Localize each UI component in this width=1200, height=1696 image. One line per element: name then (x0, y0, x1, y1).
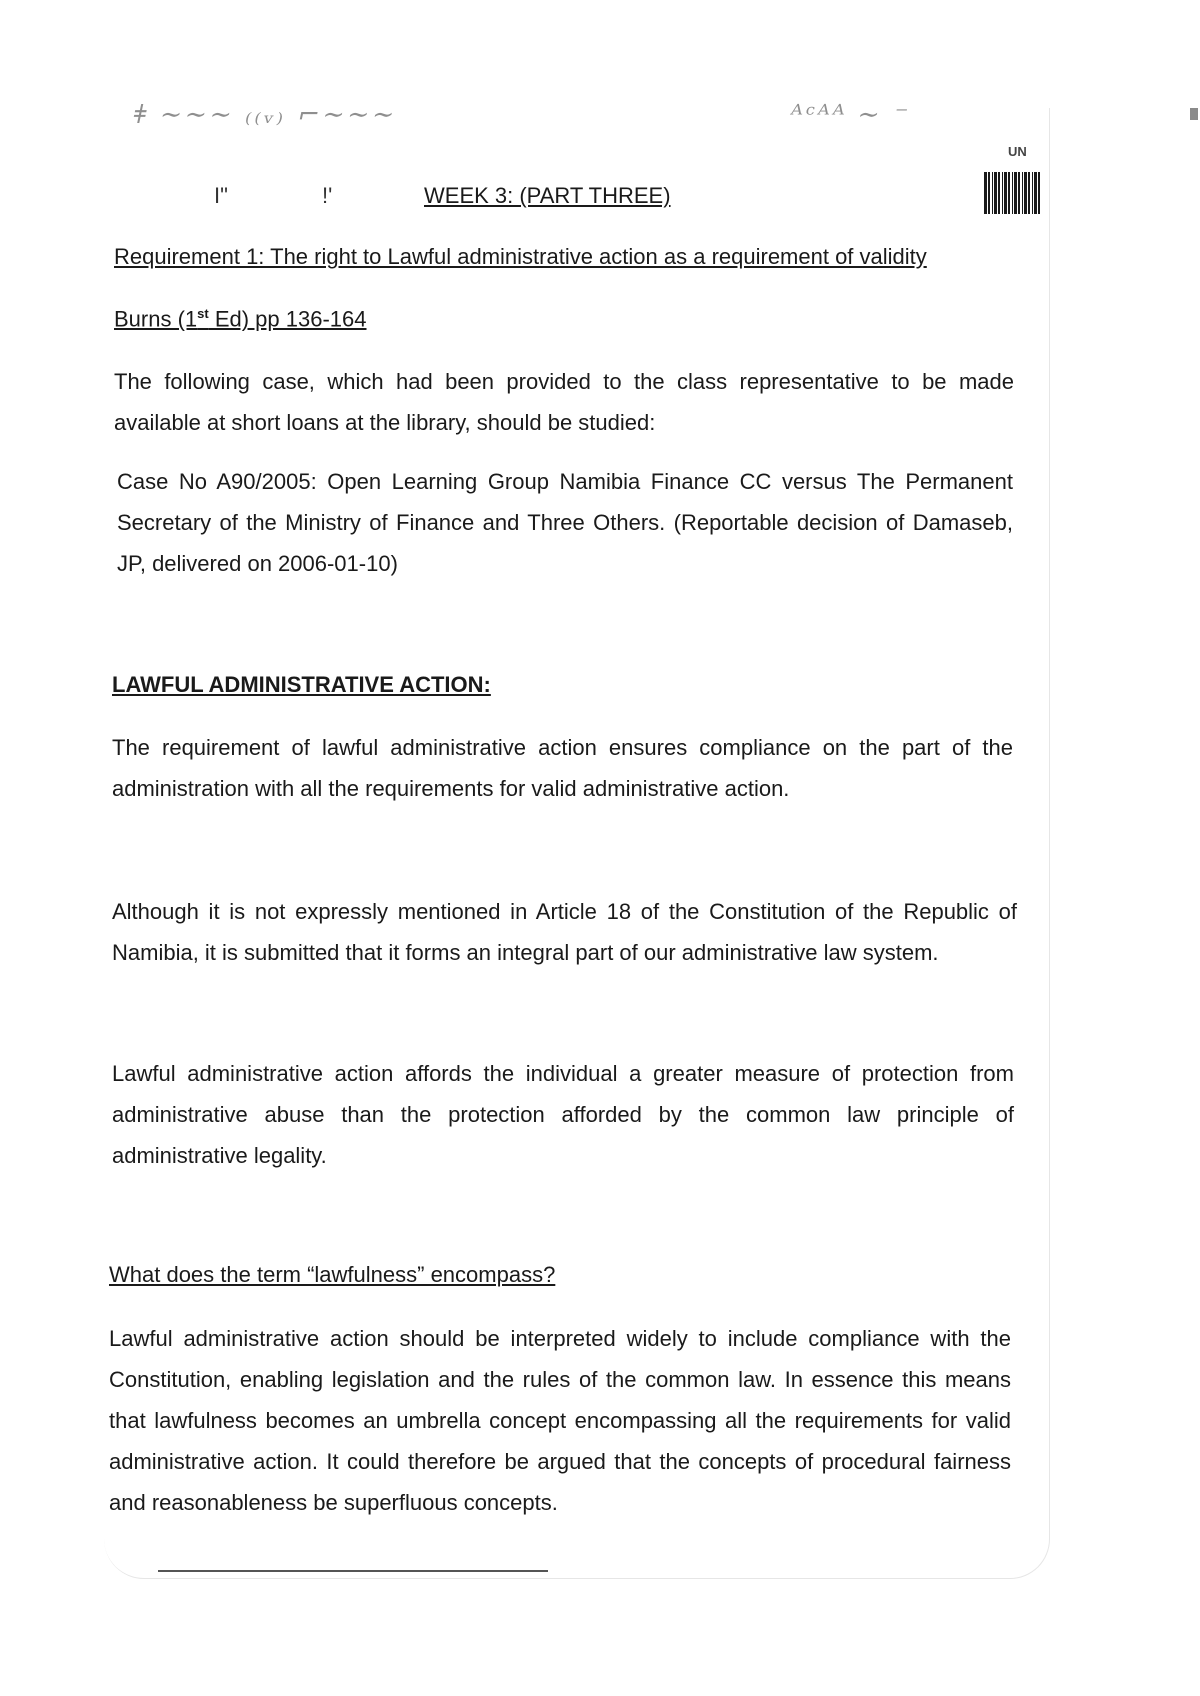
section-heading: LAWFUL ADMINISTRATIVE ACTION: (112, 672, 491, 697)
stray-mark-2: !' (322, 183, 333, 208)
handwritten-scrawl-left: ǂ ~~~ ₍₍ᵥ₎ ⌐~~~ (130, 100, 401, 130)
intro-paragraph: The following case, which had been provided to the class representative to be made available at short loans at the library, should be studied: (114, 369, 1014, 435)
requirement-title: Requirement 1: The right to Lawful administrative action as a requirement of validity (114, 244, 927, 269)
handwritten-scrawl-right: ᴬᶜᴬᴬ ~ ⁻ (786, 100, 914, 130)
un-mark: UN (1008, 144, 1027, 159)
burns-reference (114, 306, 367, 332)
lawfulness-sub-heading: What does the term “lawfulness” encompass? (109, 1262, 556, 1287)
article-18-paragraph: Although it is not expressly mentioned in Article 18 of the Constitution of the Republic of Namibia, it is submitted that it forms an integral part of our administrative law system. (112, 899, 1017, 965)
stray-mark-1: I" (214, 183, 228, 208)
burns-reference-end: Ed) pp 136-164 (208, 306, 367, 332)
barcode-icon (984, 172, 1040, 214)
case-paragraph: Case No A90/2005: Open Learning Group Namibia Finance CC versus The Permanent Secretary of the Ministry of Finance and Three Others. (Reportable decision of Damaseb, JP, delivered on 2006-01-10) (117, 469, 1013, 576)
burns-reference-superscript: st (197, 306, 209, 321)
burns-reference-start: Burns (1 (114, 306, 198, 332)
lawfulness-paragraph: Lawful administrative action should be interpreted widely to include compliance with the Constitution, enabling legislation and the rules of the common law. In essence this means that lawfulness becomes an umbrella concept encompassing all the requirements for valid administrative action. It could therefore be argued that the concepts of procedural fairness and reasonableness be superfluous concepts. (109, 1326, 1011, 1515)
scroll-indicator[interactable] (1190, 108, 1198, 120)
footer-divider (158, 1570, 548, 1572)
requirement-paragraph: The requirement of lawful administrative action ensures compliance on the part of the administration with all the requirements for valid administrative action. (112, 735, 1013, 801)
protection-paragraph: Lawful administrative action affords the individual a greater measure of protection from administrative abuse than the protection afforded by the common law principle of administrative legality. (112, 1061, 1014, 1168)
week-title: WEEK 3: (PART THREE) (424, 183, 671, 208)
